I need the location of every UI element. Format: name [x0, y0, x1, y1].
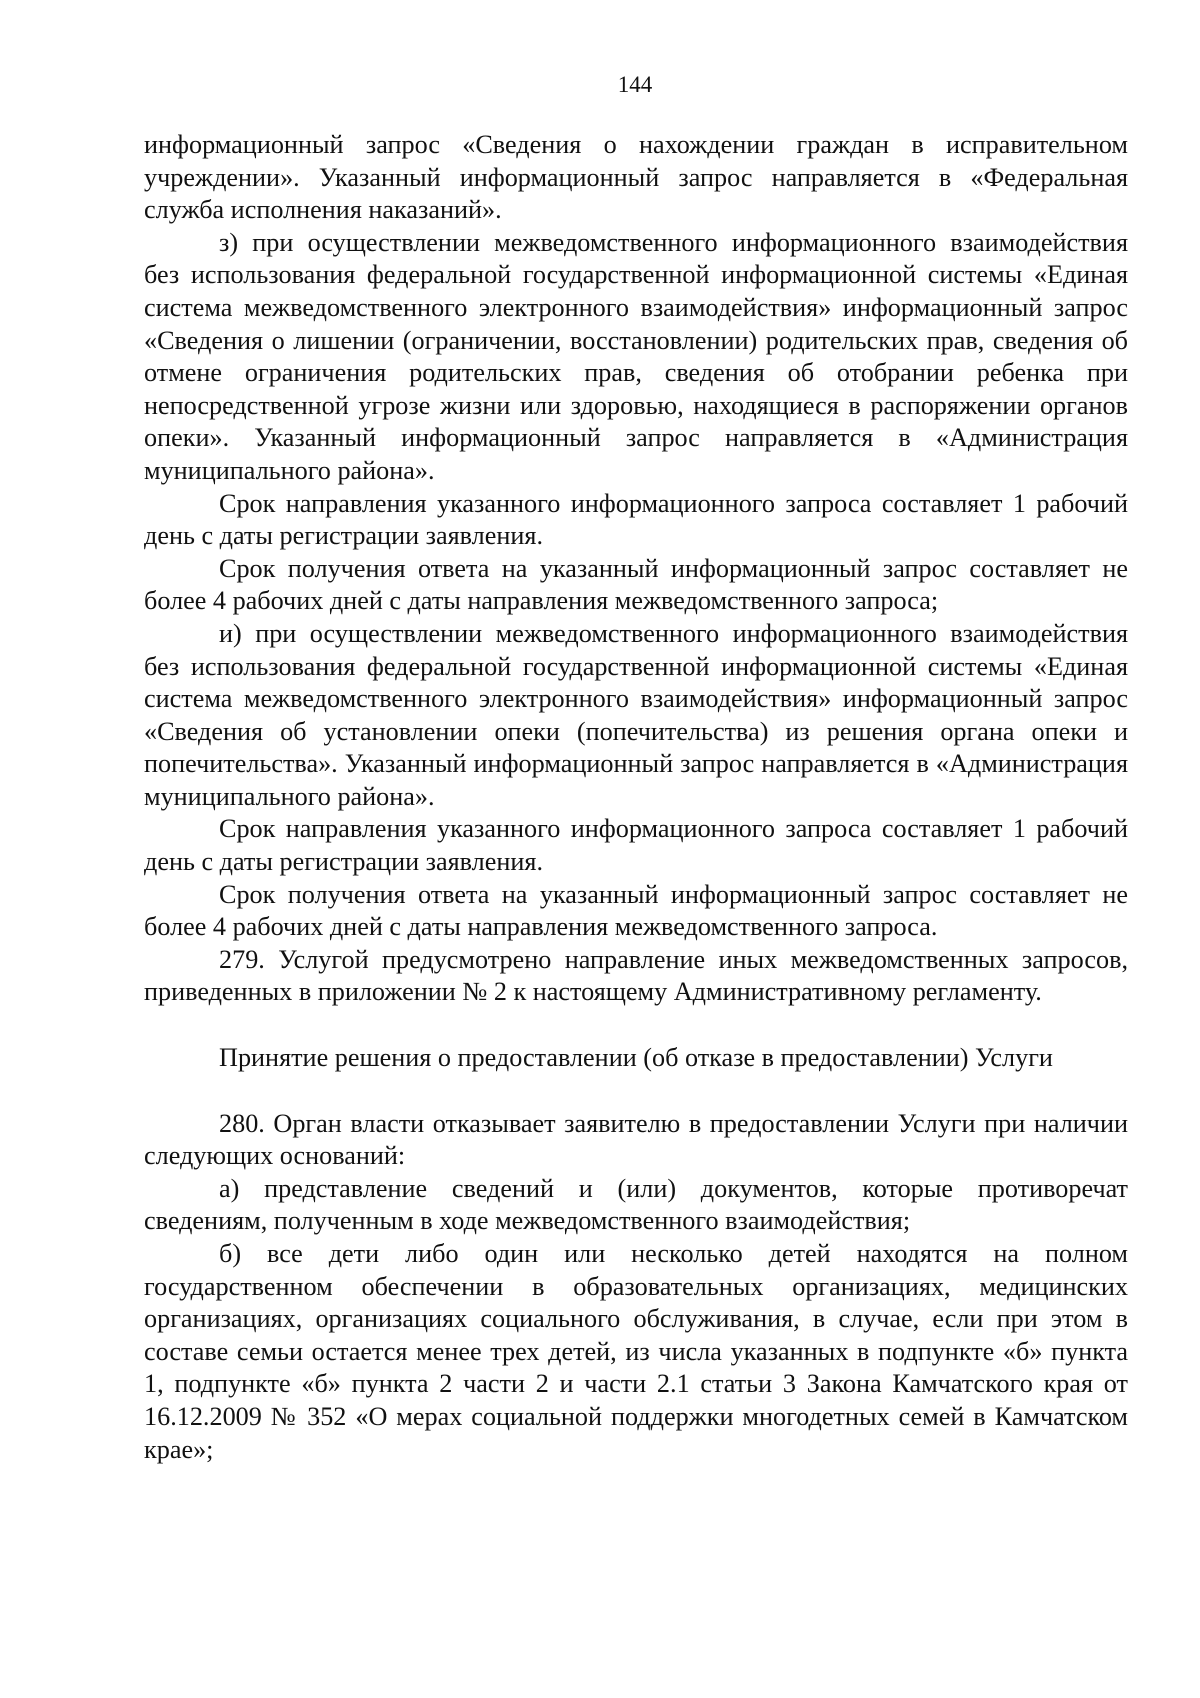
paragraph-280: 280. Орган власти отказывает заявителю в предоставлении Услуги при наличии следующих оснований:	[144, 1108, 1128, 1171]
page-number: 144	[617, 72, 653, 97]
section-heading: Принятие решения о предоставлении (об отказе в предоставлении) Услуги	[219, 1043, 1053, 1073]
document-body	[144, 129, 1128, 1466]
paragraph-279: 279. Услугой предусмотрено направление иных межведомственных запросов, приведенных в приложении № 2 к настоящему Административному регламенту.	[144, 944, 1128, 1007]
paragraph-response-deadline: Срок получения ответа на указанный информационный запрос составляет не более 4 рабочих дней с даты направления межведомственного запроса;	[144, 553, 1128, 616]
paragraph-item-z: з) при осуществлении межведомственного информационного взаимодействия без использования федеральной государственной информационной системы «Единая система межведомственного электронного взаимодействия» информационный запрос «Сведения о лишении (ограничении, восстановлении) родительских прав, сведения об отмене ограничения родительских прав, сведения об отобрании ребенка при непосредственной угрозе жизни или здоровью, находящиеся в распоряжении органов опеки». Указанный информационный запрос направляется в «Администрация муниципального района».	[144, 227, 1128, 485]
paragraph-request-deadline-2: Срок направления указанного информационного запроса составляет 1 рабочий день с даты регистрации заявления.	[144, 814, 1128, 877]
paragraph-continuation: информационный запрос «Сведения о нахождении граждан в исправительном учреждении». Указанный информационный запрос направляется в «Федеральная служба исполнения наказаний».	[144, 130, 1128, 225]
paragraph-item-i: и) при осуществлении межведомственного информационного взаимодействия без использования федеральной государственной информационной системы «Единая система межведомственного электронного взаимодействия» информационный запрос «Сведения об установлении опеки (попечительства) из решения органа опеки и попечительства». Указанный информационный запрос направляется в «Администрация муниципального района».	[144, 618, 1128, 811]
paragraph-item-a: а) представление сведений и (или) документов, которые противоречат сведениям, полученным в ходе межведомственного взаимодействия;	[144, 1173, 1128, 1236]
paragraph-response-deadline-2: Срок получения ответа на указанный информационный запрос составляет не более 4 рабочих дней с даты направления межведомственного запроса.	[144, 879, 1128, 942]
paragraph-request-deadline: Срок направления указанного информационного запроса составляет 1 рабочий день с даты регистрации заявления.	[144, 488, 1128, 551]
paragraph-item-b: б) все дети либо один или несколько детей находятся на полном государственном обеспечении в образовательных организациях, медицинских организациях, организациях социального обслуживания, в случае, если при этом в составе семьи остается менее трех детей, из числа указанных в подпункте «б» пункта 1, подпункте «б» пункта 2 части 2 и части 2.1 статьи 3 Закона Камчатского края от 16.12.2009 № 352 «О мерах социальной поддержки многодетных семей в Камчатском крае»;	[144, 1239, 1128, 1464]
